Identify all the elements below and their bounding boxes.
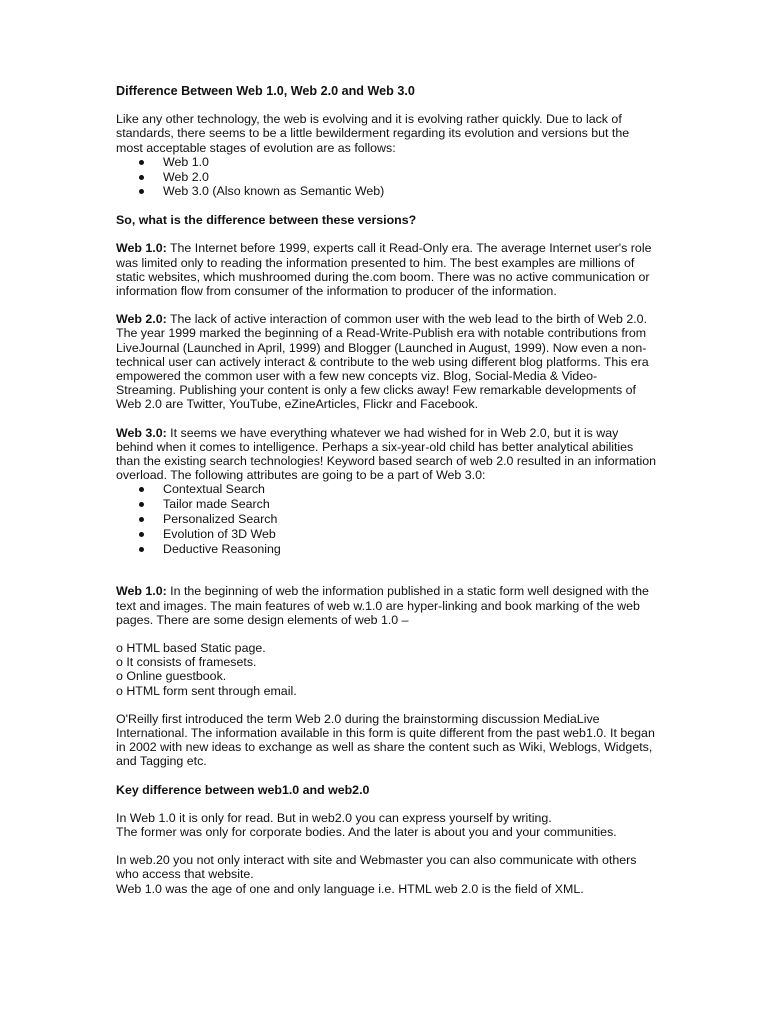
oreilly-paragraph: O'Reilly first introduced the term Web 2.0 during the brainstorming discussion MediaLive International. The information available in this form is quite different from the past web1.0. It began in 2002 with new ideas to exchange as well as share the content such as Wiki, Weblogs, Widgets, and Tagging etc. — [116, 711, 655, 769]
key-paragraph-2 — [116, 853, 656, 896]
list-item: Tailor made Search — [138, 497, 656, 512]
key-para2-line1: In web.20 you not only interact with site and Webmaster you can also communicate with others who access that website. — [116, 853, 637, 882]
list-item: Deductive Reasoning — [138, 542, 656, 557]
web3-attributes-list — [116, 482, 656, 556]
key-para1-line1: In Web 1.0 it is only for read. But in web2.0 you can express yourself by writing. — [116, 810, 552, 825]
web1-second-label: Web 1.0: — [116, 584, 167, 599]
web1-text: The Internet before 1999, experts call it Read-Only era. The average Internet user's role was limited only to reading the information presented to him. The best examples are millions of static websites, which mushroomed during the.com boom. There was no active communication or information flow from consumer of the information to producer of the information. — [116, 241, 652, 299]
web2-label: Web 2.0: — [116, 312, 167, 327]
section-question: So, what is the difference between these versions? — [116, 213, 417, 228]
document-page — [116, 84, 656, 910]
intro-text: Like any other technology, the web is evolving and it is evolving rather quickly. Due to lack of standards, there seems to be a little bewilderment regarding its evolution and versions but the most acceptable stages of evolution are as follows: — [116, 112, 630, 155]
list-item: o HTML based Static page. — [116, 641, 266, 656]
key-para2-line2: Web 1.0 was the age of one and only language i.e. HTML web 2.0 is the field of XML. — [116, 881, 584, 896]
list-item: o It consists of framesets. — [116, 655, 257, 670]
intro-paragraph — [116, 112, 656, 155]
web3-text: It seems we have everything whatever we had wished for in Web 2.0, but it is way behind when it comes to intelligence. Perhaps a six-year-old child has better analytical abilities than the existing search technologies! Keyword based search of web 2.0 resulted in an information overload. The following attributes are going to be a part of Web 3.0: — [116, 425, 657, 483]
web2-text: The lack of active interaction of common user with the web lead to the birth of Web 2.0. The year 1999 marked the beginning of a Read-Write-Publish era with notable contributions from LiveJournal (Launched in April, 1999) and Blogger (Launched in August, 1999). Now even a non-technical user can actively interact & contribute to the web using different blog platforms. This era empowered the common user with a few new concepts viz. Blog, Social-Media & Video-Streaming. Publishing your content is only a few clicks away! Few remarkable developments of Web 2.0 are Twitter, YouTube, eZineArticles, Flickr and Facebook. — [116, 312, 649, 412]
web2-paragraph — [116, 312, 656, 411]
stages-list-wrap — [116, 155, 656, 199]
web1-second-paragraph — [116, 584, 656, 627]
design-elements-list — [116, 641, 656, 698]
list-item: Personalized Search — [138, 512, 656, 527]
web1-paragraph — [116, 241, 656, 298]
list-item: o HTML form sent through email. — [116, 683, 297, 698]
key-difference-heading: Key difference between web1.0 and web2.0 — [116, 782, 370, 797]
document-title: Difference Between Web 1.0, Web 2.0 and Web 3.0 — [116, 84, 415, 98]
web3-attributes-wrap — [116, 482, 656, 556]
list-item: Web 3.0 (Also known as Semantic Web) — [138, 184, 656, 199]
key-paragraph-1 — [116, 811, 656, 839]
list-item: o Online guestbook. — [116, 669, 227, 684]
stages-list — [116, 155, 656, 199]
list-item: Contextual Search — [138, 482, 656, 497]
list-item: Web 2.0 — [138, 170, 656, 185]
key-para1-line2: The former was only for corporate bodies. And the later is about you and your communities. — [116, 825, 617, 840]
list-item: Web 1.0 — [138, 155, 656, 170]
list-item: Evolution of 3D Web — [138, 527, 656, 542]
web3-paragraph — [116, 426, 656, 483]
web3-label: Web 3.0: — [116, 425, 167, 440]
web1-second-text: In the beginning of web the information published in a static form well designed with the text and images. The main features of web w.1.0 are hyper-linking and book marking of the web pages. There are some design elements of web 1.0 – — [116, 584, 649, 627]
web1-label: Web 1.0: — [116, 241, 167, 256]
